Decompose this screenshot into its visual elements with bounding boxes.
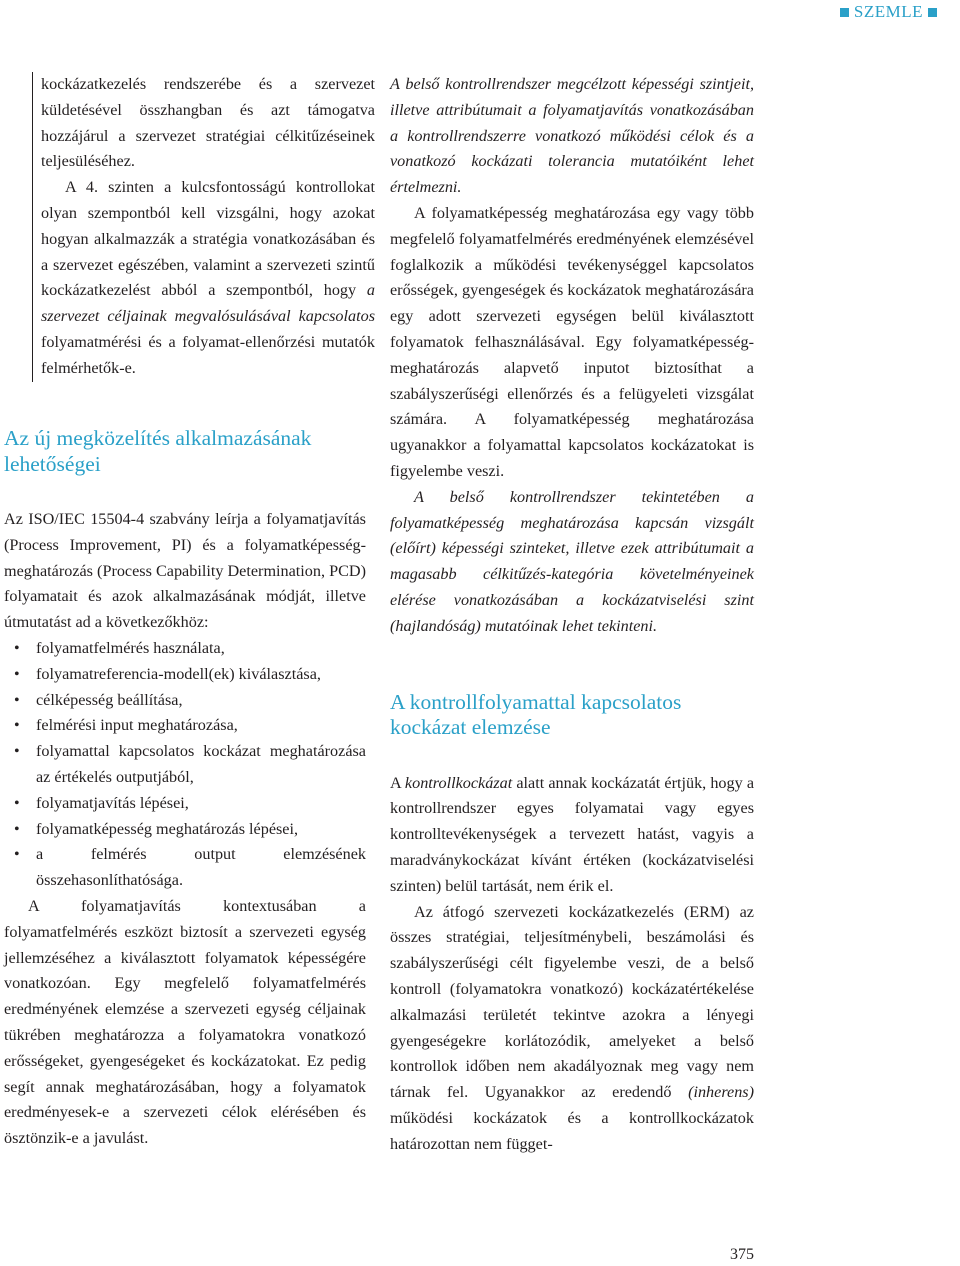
section-heading-control-risk: A kontrollfolyamattal kapcsolatos kockázat elemzése: [390, 689, 682, 740]
list-item: • folyamattal kapcsolatos kockázat meghatározása az értékelés outputjából,: [4, 739, 366, 791]
paragraph-process-improvement: A folyamatjavítás kontextusában a folyamatfelmérés eszközt biztosít a szervezeti egység jellemzéséhez a kiválasztott folyamatok képességére vonatkozóan. Egy megfelelő folyamatfelmérés eredményének elemzése a szervezeti egység céljainak tükrében meghatározza a folyamatokra vonatkozó erősségeket, gyengeségeket és kockázatokat. Ez pedig segít annak meghatározásában, hogy a folyamatok eredményesek-e a szervezeti célok elérésében és ösztönzik-e a javulást.: [4, 896, 366, 1148]
intro-paragraph: Az ISO/IEC 15504-4 szabvány leírja a folyamatjavítás (Process Improvement, PI) és a folyamatképesség-meghatározás (Process Capability Determination, PCD) folyamatait és azok alkalmazásának módját, illetve útmutatást ad a következőkhöz:: [4, 510, 366, 632]
bullet-list: [4, 636, 366, 894]
list-item: • folyamatfelmérés használata,: [4, 636, 366, 662]
section-title: SZEMLE: [853, 2, 923, 21]
paragraph-erm: Az átfogó szervezeti kockázatkezelés (ERM) az összes stratégiai, teljesítménybeli, beszámolási és szabályszerűségi célt figyelembe veszi, de a belső kontroll (folyamatokra vonatkozó) kockázatértékelése alkalmazási területét tekintve azokra a lényegi gyengeségekre korlátozódik, amelyeket a belső kontrollok időben nem akadályoznak meg vagy nem tárnak fel. Ugyanakkor az eredendő (inherens) működési kockázatok és a kontrollkockázatok határozottan nem függet-: [390, 902, 754, 1153]
paragraph-control-risk: A kontrollkockázat alatt annak kockázatát értjük, hogy a kontrollrendszer egyes folyamatai vagy egyes kontrolltevékenységek a tervezett hatást, vagyis a maradványkockázat kívánt értéken (kockázatviselési szinten) belül tartását, nem érik el.: [390, 773, 755, 895]
list-item: • felmérési input meghatározása,: [4, 713, 366, 739]
list-item: • folyamatreferencia-modell(ek) kiválasztása,: [4, 662, 366, 688]
list-item: • folyamatképesség meghatározás lépései,: [4, 817, 366, 843]
italic-paragraph-1: A belső kontrollrendszer megcélzott képességi szintjeit, illetve attribútumait a folyamatjavítás vonatkozásában a kontrollrendszerre vonatkozó működési célok és a vonatkozó kockázati tolerancia mutatóiként lehet értelmezni.: [390, 75, 754, 197]
boxed-text-block: [32, 72, 375, 382]
section-header: [812, 0, 960, 24]
boxed-paragraph-1: kockázatkezelés rendszerébe és a szervezet küldetésével összhangban és azt támogatva hozzájárul a szervezet stratégiai célkitűzéseinek teljesüléséhez.: [41, 75, 375, 171]
list-item: • célképesség beállítása,: [4, 688, 366, 714]
left-column: [4, 426, 366, 1152]
page-number: 375: [730, 1246, 754, 1263]
list-item: • a felmérés output elemzésének összehasonlíthatósága.: [4, 842, 366, 894]
square-bullet-icon: [928, 8, 937, 17]
right-column: [390, 72, 754, 1157]
list-item: • folyamatjavítás lépései,: [4, 791, 366, 817]
boxed-paragraph-2: A 4. szinten a kulcsfontosságú kontrollokat olyan szempontból kell vizsgálni, hogy azokat hogyan alkalmazzák a stratégia vonatkozásában és a szervezet egészében, valamint a szervezeti szintű kockázatkezelést abból a szempontból, hogy a szervezet céljainak megvalósulásával kapcsolatos folyamatmérési és a folyamat-ellenőrzési mutatók felmérhetők-e.: [41, 178, 375, 377]
paragraph-capability: A folyamatképesség meghatározása egy vagy több megfelelő folyamatfelmérés eredményének elemzésével foglalkozik a működési tevékenységgel kapcsolatos erősségek, gyengeségek és kockázatok meghatározására egy adott szervezeti egységen belül kiválasztott folyamatok felhasználásával. Egy folyamatképesség-meghatározás alapvető inputot biztosíthat a szabályszerűségi ellenőrzés és a felügyeleti vizsgálat számára. A folyamatképesség meghatározása ugyanakkor a folyamattal kapcsolatos kockázatokat is figyelembe veszi.: [390, 203, 754, 480]
italic-paragraph-2: A belső kontrollrendszer tekintetében a folyamatképesség meghatározása kapcsán vizsgált (előírt) képességi szinteket, illetve ezek attribútumait a magasabb célkitűzés-kategória követelményeinek elérése vonatkozásában a kockázatviselési szint (hajlandóság) mutatóinak lehet tekinteni.: [390, 487, 754, 635]
section-heading-new-approach: Az új megközelítés alkalmazásának lehetőségei: [4, 426, 312, 476]
square-bullet-icon: [840, 8, 849, 17]
